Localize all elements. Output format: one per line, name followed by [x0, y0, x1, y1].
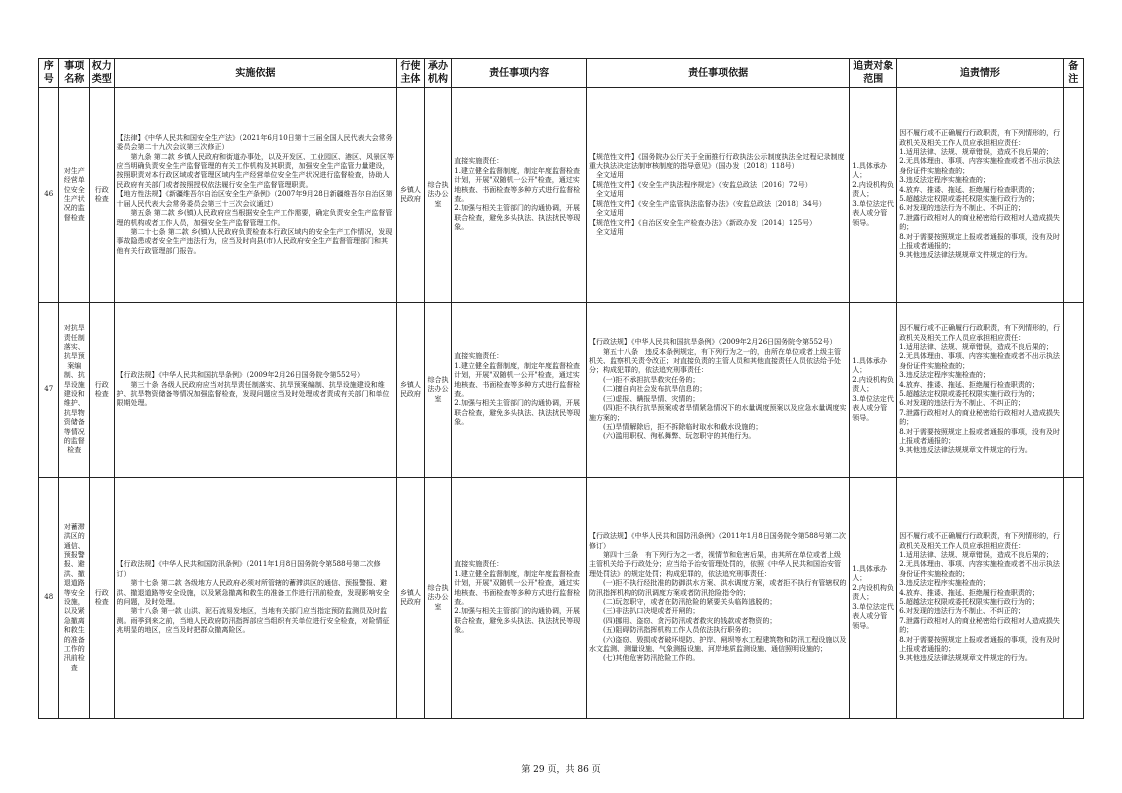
row-power-type: 行政检查	[90, 88, 114, 303]
row-note	[1063, 88, 1083, 303]
row-org: 综合执法办公室	[424, 88, 452, 303]
row-power-type: 行政检查	[90, 303, 114, 478]
row-resp-basis: 【行政法规】《中华人民共和国抗旱条例》（2009年2月26日国务院令第552号） 第五十八条 违反本条例规定，有下列行为之一的，由所在单位或者上级主管机关、监察机关责令改正；对直接负责的主管人员和其他直接责任人员依法给予处分；构成犯罪的，依法追究刑事责任： (一)拒不承担抗旱救灾任务的； (二)擅自向社会发布抗旱信息的； (三)虚报、瞒报旱情、灾情的； (四)拒不执行抗旱预案或者旱情紧急情况下的水量调度预案以及应急水量调度实施方案的； (五)旱情解除后，拒不拆除临时取水和截水设施的； (六)滥用职权、徇私舞弊、玩忽职守的其他行为。	[586, 303, 849, 478]
row-note	[1063, 303, 1083, 478]
row-power-type: 行政检查	[90, 478, 114, 719]
header-scope: 追责对象范围	[850, 59, 897, 88]
header-circ: 追责情形	[897, 59, 1063, 88]
header-resp-basis: 责任事项依据	[586, 59, 849, 88]
header-subject: 行使主体	[397, 59, 425, 88]
row-scope: 1.具体承办人； 2.内设机构负责人； 3.单位法定代表人或分管领导。	[850, 88, 897, 303]
table-row	[39, 88, 1084, 303]
page-footer: 第 29 页，共 86 页	[521, 765, 601, 775]
row-basis: 【法律】《中华人民共和国安全生产法》（2021年6月10日第十三届全国人民代表大会常务委员会第二十九次会议第三次修正） 第九条 第二款 乡镇人民政府和街道办事处，以及开发区、工业园区、港区、风景区等应当明确负责安全生产监督管理的有关工作机构及其职责，加强安全生产监管力量建设，按照职责对本行政区域或者管理区域内生产经营单位安全生产状况进行监督检查，协助人民政府有关部门或者按照授权依法履行安全生产监督管理职责。 【地方性法规】《新疆维吾尔自治区安全生产条例》（2007年9月28日新疆维吾尔自治区第十届人民代表大会常务委员会第三十三次会议通过） 第五条 第二款 乡(镇)人民政府应当根据安全生产工作需要，确定负责安全生产监督管理的机构或者工作人员，加强安全生产监督管理工作。 第二十七条 第二款 乡(镇)人民政府负责检查本行政区域内的安全生产工作情况，发现事故隐患或者安全生产违法行为，应当及时向县(市)人民政府安全生产监督管理部门和其他有关行政管理部门报告。	[114, 88, 397, 303]
header-org: 承办机构	[424, 59, 452, 88]
header-name: 事项名称	[59, 59, 90, 88]
row-item-name: 对抗旱责任制落实、抗旱预案编制、抗旱设施建设和维护、抗旱物资储备等情况的监督检查	[59, 303, 90, 478]
row-subject: 乡镇人民政府	[397, 88, 425, 303]
row-scope: 1.具体承办人； 2.内设机构负责人； 3.单位法定代表人或分管领导。	[850, 303, 897, 478]
header-type: 权力类型	[90, 59, 114, 88]
responsibility-table	[38, 58, 1084, 719]
row-org: 综合执法办公室	[424, 478, 452, 719]
row-org: 综合执法办公室	[424, 303, 452, 478]
row-resp-basis: 【行政法规】《中华人民共和国防汛条例》（2011年1月8日国务院令第588号第二次修订） 第四十三条 有下列行为之一者，视情节和危害后果，由其所在单位或者上级主管机关给予行政处分；应当给予治安管理处罚的，依照《中华人民共和国治安管理处罚法》的规定处罚；构成犯罪的，依法追究刑事责任： (一)拒不执行经批准的防御洪水方案、洪水调度方案，或者拒不执行有管辖权的防汛指挥机构的防汛调度方案或者防汛抢险指令的； (二)玩忽职守，或者在防汛抢险的紧要关头临阵逃脱的； (三)非法扒口决堤或者开闸的； (四)挪用、盗窃、贪污防汛或者救灾的钱款或者物资的； (五)阻碍防汛指挥机构工作人员依法执行职务的； (六)盗窃、毁损或者破坏堤防、护岸、闸坝等水工程建筑物和防汛工程设施以及水文监测、测量设施、气象测报设施、河岸地质监测设施、通信照明设施的； (七)其他危害防汛抢险工作的。	[586, 478, 849, 719]
row-seq: 46	[39, 88, 59, 303]
row-seq: 48	[39, 478, 59, 719]
row-circumstances: 因不履行或不正确履行行政职责，有下列情形的，行政机关及相关工作人员应承担相应责任： 1.适用法律、法规、规章错误，造成不良后果的； 2.无具体理由、事项、内容实施检查或者不出示执法身份证件实施检查的； 3.违反法定程序实施检查的； 4.放弃、推诿、拖延、拒绝履行检查职责的； 5.超越法定权限或委托权限实施行政行为的； 6.对发现的违法行为不制止、不纠正的； 7.泄露行政相对人的商业秘密给行政相对人造成损失的； 8.对于需要按照规定上报或者通报的事项，没有及时上报或者通报的； 9.其他违反法律法规规章文件规定的行为。	[897, 88, 1063, 303]
row-resp-basis: 【规范性文件】《国务院办公厅关于全面推行行政执法公示制度执法全过程记录制度重大执法决定法制审核制度的指导意见》（国办发〔2018〕118号） 全文适用 【规范性文件】《安全生产执法程序规定》（安监总政法〔2016〕72号） 全文适用 【规范性文件】《安全生产监管执法监督办法》（安监总政法〔2018〕34号） 全文适用 【规范性文件】《自治区安全生产检查办法》（新政办发〔2014〕125号） 全文适用	[586, 88, 849, 303]
header-basis: 实施依据	[114, 59, 397, 88]
row-basis: 【行政法规】《中华人民共和国抗旱条例》（2009年2月26日国务院令第552号） 第三十条 各级人民政府应当对抗旱责任制落实、抗旱预案编制、抗旱设施建设和维护、抗旱物资储备等情况加强监督检查，发现问题应当及时处理或者责成有关部门和单位限期处理。	[114, 303, 397, 478]
row-item-name: 对蓄滞洪区的通信、预报警报、避洪、撤退道路等安全设施，以及紧急撤离和救生的准备工作的汛前检查	[59, 478, 90, 719]
row-resp: 直接实施责任： 1.建立健全监督制度，制定年度监督检查计划，开展"双随机一公开"检查，通过实地核查、书面检查等多种方式进行监督检查。 2.加强与相关主管部门的沟通协调，开展联合检查，避免多头执法、执法扰民等现象。	[452, 303, 587, 478]
row-resp: 直接实施责任： 1.建立健全监督制度，制定年度监督检查计划，开展"双随机一公开"检查，通过实地核查、书面检查等多种方式进行监督检查。 2.加强与相关主管部门的沟通协调，开展联合检查，避免多头执法、执法扰民等现象。	[452, 478, 587, 719]
row-circumstances: 因不履行或不正确履行行政职责，有下列情形的，行政机关及相关工作人员应承担相应责任： 1.适用法律、法规、规章错误，造成不良后果的； 2.无具体理由、事项、内容实施检查或者不出示执法身份证件实施检查的； 3.违反法定程序实施检查的； 4.放弃、推诿、拖延、拒绝履行检查职责的； 5.超越法定权限或委托权限实施行政行为的； 6.对发现的违法行为不制止、不纠正的； 7.泄露行政相对人的商业秘密给行政相对人造成损失的； 8.对于需要按照规定上报或者通报的事项，没有及时上报或者通报的； 9.其他违反法律法规规章文件规定的行为。	[897, 478, 1063, 719]
row-seq: 47	[39, 303, 59, 478]
header-seq: 序号	[39, 59, 59, 88]
row-subject: 乡镇人民政府	[397, 303, 425, 478]
table-header-row	[39, 59, 1084, 88]
row-resp: 直接实施责任： 1.建立健全监督制度，制定年度监督检查计划，开展"双随机一公开"检查，通过实地核查、书面检查等多种方式进行监督检查。 2.加强与相关主管部门的沟通协调，开展联合检查，避免多头执法、执法扰民等现象。	[452, 88, 587, 303]
table-row	[39, 478, 1084, 719]
row-basis: 【行政法规】《中华人民共和国防汛条例》（2011年1月8日国务院令第588号第二次修订） 第十七条 第二款 各级地方人民政府必须对所管辖的蓄滞洪区的通信、预报警报、避洪、撤退道路等安全设施，以及紧急撤离和救生的准备工作进行汛前检查，发现影响安全的问题，及时处理。 第十八条 第一款 山洪、泥石流易发地区，当地有关部门应当指定预防监测员及时监测。雨季到来之前，当地人民政府防汛指挥部应当组织有关单位进行安全检查，对险情征兆明显的地区，应当及时把群众撤离险区。	[114, 478, 397, 719]
row-note	[1063, 478, 1083, 719]
header-note: 备注	[1063, 59, 1083, 88]
row-scope: 1.具体承办人； 2.内设机构负责人； 3.单位法定代表人或分管领导。	[850, 478, 897, 719]
row-item-name: 对生产经营单位安全生产状况的监督检查	[59, 88, 90, 303]
table-row	[39, 303, 1084, 478]
row-subject: 乡镇人民政府	[397, 478, 425, 719]
header-resp: 责任事项内容	[452, 59, 587, 88]
row-circumstances: 因不履行或不正确履行行政职责，有下列情形的，行政机关及相关工作人员应承担相应责任： 1.适用法律、法规、规章错误，造成不良后果的； 2.无具体理由、事项、内容实施检查或者不出示执法身份证件实施检查的； 3.违反法定程序实施检查的； 4.放弃、推诿、拖延、拒绝履行检查职责的； 5.超越法定权限或委托权限实施行政行为的； 6.对发现的违法行为不制止、不纠正的； 7.泄露行政相对人的商业秘密给行政相对人造成损失的； 8.对于需要按照规定上报或者通报的事项，没有及时上报或者通报的； 9.其他违反法律法规规章文件规定的行为。	[897, 303, 1063, 478]
